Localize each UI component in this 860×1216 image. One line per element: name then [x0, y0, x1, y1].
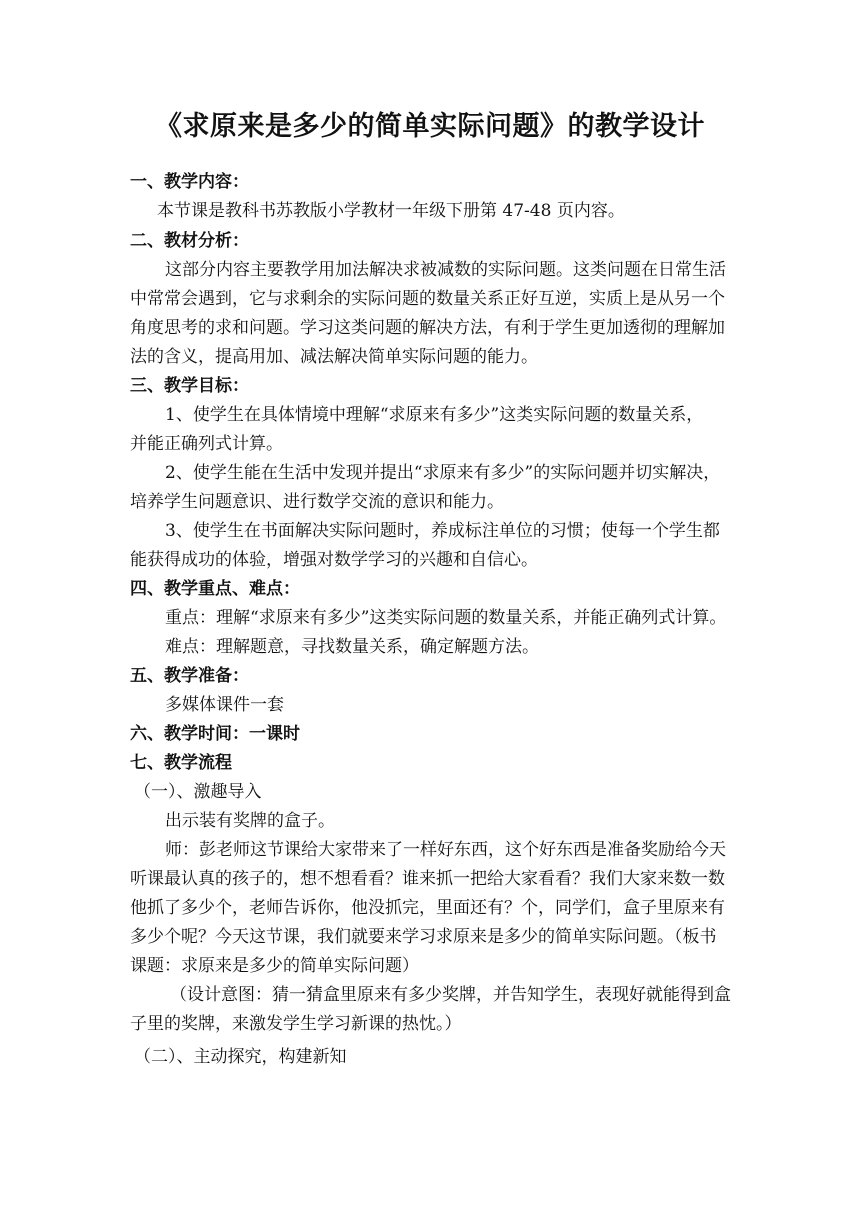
- teacher-speech-line-1: 师：彭老师这节课给大家带来了一样好东西，这个好东西是准备奖励给今天: [165, 840, 726, 860]
- teacher-speech-line-3: 他抓了多少个，老师告诉你，他没抓完，里面还有？个，同学们，盒子里原来有: [130, 898, 725, 918]
- goal-2-line-2: 培养学生问题意识、进行数学交流的意识和能力。: [130, 492, 504, 512]
- paragraph-analysis-line-2: 中常常会遇到，它与求剩余的实际问题的数量关系正好互逆，实质上是从另一个: [130, 289, 725, 309]
- preparation-text: 多媒体课件一套: [165, 695, 284, 715]
- paragraph-content: 本节课是教科书苏教版小学教材一年级下册第 47-48 页内容。: [157, 201, 625, 221]
- teacher-speech-line-2: 听课最认真的孩子的，想不想看看？谁来抓一把给大家看看？我们大家来数一数: [130, 869, 725, 889]
- process-show-text: 出示装有奖牌的盒子。: [165, 811, 335, 831]
- document-title: 《求原来是多少的简单实际问题》的教学设计: [155, 111, 705, 142]
- paragraph-analysis-line-3: 角度思考的求和问题。学习这类问题的解决方法，有利于学生更加透彻的理解加: [130, 318, 725, 338]
- section-heading-process: 七、教学流程: [130, 753, 232, 773]
- difficult-point: 难点：理解题意，寻找数量关系，确定解题方法。: [165, 637, 539, 657]
- section-heading-analysis: 二、教材分析：: [130, 231, 249, 251]
- goal-3-line-1: 3、使学生在书面解决实际问题时，养成标注单位的习惯；使每一个学生都: [165, 521, 720, 541]
- design-intent-line-2: 子里的奖牌，来激发学生学习新课的热忱。）: [130, 1014, 462, 1034]
- paragraph-analysis-line-4: 法的含义，提高用加、减法解决简单实际问题的能力。: [130, 347, 538, 367]
- section-heading-preparation: 五、教学准备：: [130, 666, 249, 686]
- teacher-speech-line-5: 课题：求原来是多少的简单实际问题）: [130, 956, 419, 976]
- section-heading-content: 一、教学内容：: [130, 172, 249, 192]
- design-intent-line-1: （设计意图：猜一猜盒里原来有多少奖牌，并告知学生，表现好就能得到盒: [170, 985, 731, 1005]
- paragraph-analysis-line-1: 这部分内容主要教学用加法解决求被减数的实际问题。这类问题在日常生活: [165, 260, 726, 280]
- teacher-speech-line-4: 多少个呢？今天这节课，我们就要来学习求原来是多少的简单实际问题。（板书: [130, 927, 717, 947]
- goal-1-line-2: 并能正确列式计算。: [130, 434, 283, 454]
- goal-3-line-2: 能获得成功的体验，增强对数学学习的兴趣和自信心。: [130, 550, 538, 570]
- goal-1-line-1: 1、使学生在具体情境中理解“求原来有多少”这类实际问题的数量关系，: [165, 405, 704, 425]
- subsection-heading-1: （一）、激趣导入: [134, 782, 262, 802]
- section-heading-goals: 三、教学目标：: [130, 376, 249, 396]
- section-heading-time: 六、教学时间：一课时: [130, 724, 300, 744]
- key-point: 重点：理解“求原来有多少”这类实际问题的数量关系，并能正确列式计算。: [165, 608, 727, 628]
- section-heading-key-points: 四、教学重点、难点：: [130, 579, 300, 599]
- goal-2-line-1: 2、使学生能在生活中发现并提出“求原来有多少”的实际问题并切实解决，: [165, 463, 721, 483]
- subsection-heading-2: （二）、主动探究，构建新知: [134, 1047, 347, 1067]
